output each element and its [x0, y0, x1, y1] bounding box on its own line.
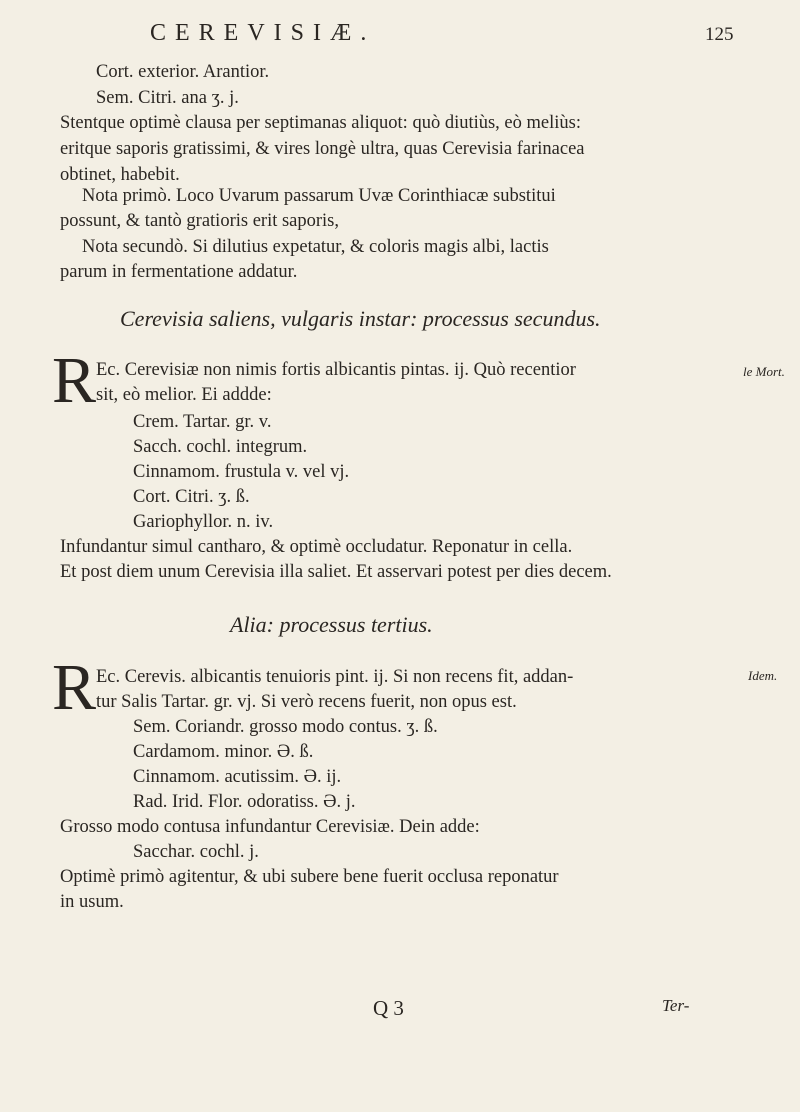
text-line: Sem. Citri. ana ʒ. j.: [96, 88, 239, 108]
ingredient-line: Cardamom. minor. Ə. ß.: [133, 742, 314, 762]
text-line: Infundantur simul cantharo, & optimè occludatur. Reponatur in cella.: [60, 537, 573, 557]
ingredient-line: Cinnamom. frustula v. vel vj.: [133, 462, 350, 482]
text-line: Nota secundò. Si dilutius expetatur, & coloris magis albi, lactis: [82, 237, 549, 257]
text-line: Ec. Cerevis. albicantis tenuioris pint. ij. Si non recens fit, addan-: [96, 667, 574, 687]
recipe-heading: Alia: processus tertius.: [230, 612, 433, 637]
text-line: tur Salis Tartar. gr. vj. Si verò recens fuerit, non opus est.: [96, 692, 517, 712]
running-title: CEREVISIÆ.: [150, 20, 376, 46]
text-line: Grosso modo contusa infundantur Cerevisiæ. Dein adde:: [60, 817, 480, 837]
text-line: parum in fermentatione addatur.: [60, 262, 298, 282]
text-line: in usum.: [60, 892, 124, 912]
ingredient-line: Rad. Irid. Flor. odoratiss. Ə. j.: [133, 792, 356, 812]
text-line: Nota primò. Loco Uvarum passarum Uvæ Corinthiacæ substitui: [82, 186, 556, 206]
text-line: Optimè primò agitentur, & ubi subere bene fuerit occlusa reponatur: [60, 867, 559, 887]
margin-note: le Mort.: [743, 364, 785, 379]
text-line: eritque saporis gratissimi, & vires longè ultra, quas Cerevisia farinacea: [60, 139, 585, 159]
drop-cap: R: [52, 651, 97, 724]
recipe-heading: Cerevisia saliens, vulgaris instar: processus secundus.: [120, 306, 601, 331]
text-line: possunt, & tantò gratioris erit saporis,: [60, 211, 340, 231]
text-line: Cort. exterior. Arantior.: [96, 62, 270, 82]
ingredient-line: Sacchar. cochl. j.: [133, 842, 259, 862]
ingredient-line: Cinnamom. acutissim. Ə. ij.: [133, 767, 342, 787]
ingredient-line: Sacch. cochl. integrum.: [133, 437, 308, 457]
text-line: obtinet, habebit.: [60, 165, 180, 185]
margin-note: Idem.: [748, 668, 778, 683]
ingredient-line: Cort. Citri. ʒ. ß.: [133, 487, 250, 507]
drop-cap: R: [52, 344, 97, 417]
text-line: Stentque optimè clausa per septimanas aliquot: quò diutiùs, eò meliùs:: [60, 113, 581, 133]
text-line: Et post diem unum Cerevisia illa saliet. Et asservari potest per dies decem.: [60, 562, 612, 582]
text-line: sit, eò melior. Ei addde:: [96, 385, 272, 405]
catchword: Ter-: [662, 996, 690, 1015]
ingredient-line: Sem. Coriandr. grosso modo contus. ʒ. ß.: [133, 717, 438, 737]
ingredient-line: Crem. Tartar. gr. v.: [133, 412, 272, 432]
text-line: Ec. Cerevisiæ non nimis fortis albicantis pintas. ij. Quò recentior: [96, 360, 576, 380]
ingredient-line: Gariophyllor. n. iv.: [133, 512, 274, 532]
page-number: 125: [705, 24, 734, 45]
signature-mark: Q 3: [373, 996, 404, 1020]
